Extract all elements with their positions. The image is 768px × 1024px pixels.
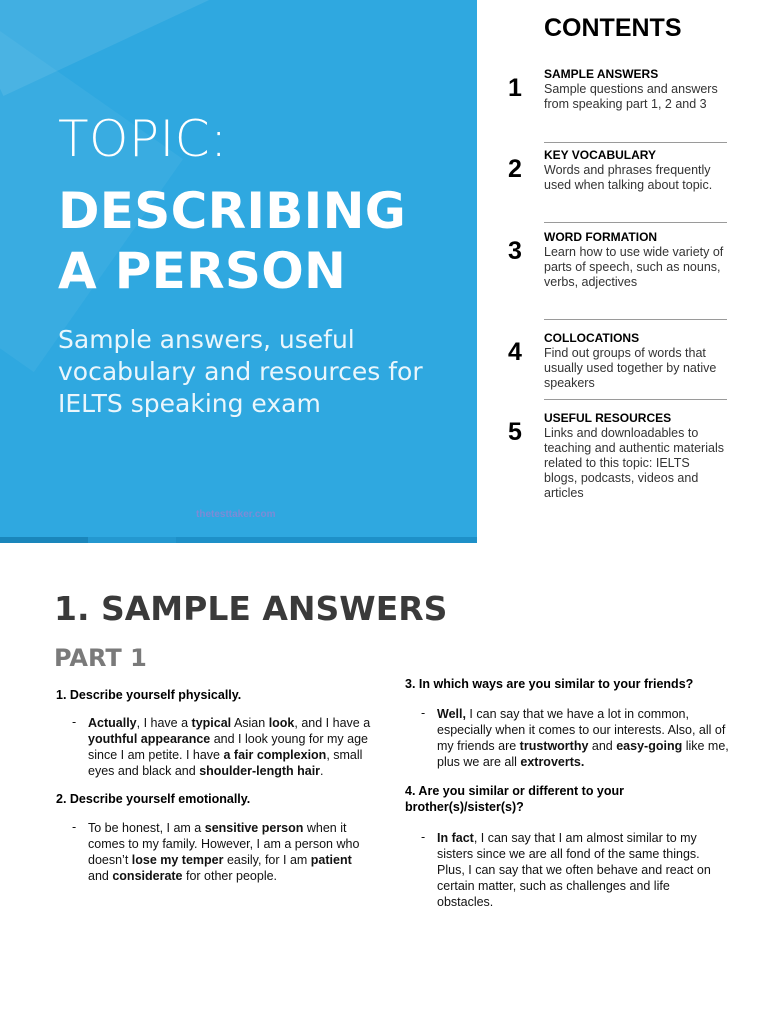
key-phrase: easy-going (616, 739, 683, 753)
key-phrase: extroverts. (520, 755, 585, 769)
answer-text: and I look young for my age since I am petite. I have (88, 732, 368, 762)
question-1: 1. Describe yourself physically. (56, 688, 242, 702)
question-3: 3. In which ways are you similar to your friends? (405, 677, 694, 691)
key-phrase: Actually (88, 716, 137, 730)
question-4: 4. Are you similar or different to your brother(s)/sister(s)? (405, 784, 625, 814)
hero-topic-label: TOPIC: (58, 110, 228, 168)
answer-text: like me, plus we are all (437, 739, 729, 769)
contents-title: CONTENTS (544, 14, 682, 42)
toc-heading: SAMPLE ANSWERS (544, 67, 659, 81)
toc-number: 5 (508, 418, 522, 446)
toc-heading: COLLOCATIONS (544, 331, 640, 345)
hero-title-line2: A PERSON (58, 242, 347, 300)
answer-text: I can say that we have a lot in common, especially when it comes to our interests. Also, all of my friends are (437, 707, 726, 753)
answer-bullet: - (421, 830, 426, 844)
hero-subtitle: Sample answers, useful vocabulary and resources for IELTS speaking exam (58, 325, 423, 418)
answer-3 (437, 706, 735, 770)
toc-description: Find out groups of words that usually used together by native speakers (544, 346, 717, 390)
key-phrase: patient (310, 853, 352, 867)
question-2: 2. Describe yourself emotionally. (56, 792, 251, 806)
answer-2 (88, 820, 372, 884)
toc-divider (544, 399, 727, 400)
key-phrase: typical (191, 716, 232, 730)
toc-number: 1 (508, 74, 522, 102)
answer-bullet: - (72, 715, 77, 729)
answer-text: To be honest, I am a (88, 821, 205, 835)
key-phrase: In fact (437, 831, 474, 845)
answer-text: for other people. (182, 869, 278, 883)
answer-text: , I can say that I am almost similar to my sisters since we are all fond of the same things. Plus, I can say that we often behave and react on certain matter, such as challenges and life obstacles. (437, 831, 711, 909)
key-phrase: look (268, 716, 295, 730)
toc-number: 2 (508, 155, 522, 183)
key-phrase: trustworthy (519, 739, 589, 753)
toc-divider (544, 319, 727, 320)
hero-bottom-bar (0, 537, 477, 543)
key-phrase: lose my temper (131, 853, 224, 867)
answer-text: Asian (231, 716, 269, 730)
toc-number: 3 (508, 237, 522, 265)
toc-description: Links and downloadables to teaching and authentic materials related to this topic: IELTS blogs, podcasts, videos and articles (544, 426, 724, 500)
toc-heading: WORD FORMATION (544, 230, 658, 244)
key-phrase: Well, (437, 707, 466, 721)
key-phrase: shoulder-length hair (199, 764, 321, 778)
part-title: PART 1 (54, 644, 147, 672)
answer-text: , and I have a (294, 716, 371, 730)
answer-bullet: - (421, 706, 426, 720)
key-phrase: considerate (112, 869, 183, 883)
answer-text: easily, for I am (223, 853, 311, 867)
toc-description: Sample questions and answers from speaking part 1, 2 and 3 (544, 82, 718, 111)
key-phrase: sensitive person (204, 821, 304, 835)
answer-text: and (88, 869, 113, 883)
answer-text: , I have a (136, 716, 192, 730)
answer-text: when it comes to my family. However, I am a person who doesn’t (88, 821, 360, 867)
answer-bullet: - (72, 820, 77, 834)
key-phrase: youthful appearance (88, 732, 211, 746)
site-link[interactable]: thetesttaker.com (196, 509, 276, 520)
answer-1 (88, 715, 384, 779)
hero-title-line1: DESCRIBING (58, 182, 407, 240)
answer-4 (437, 830, 727, 910)
toc-divider (544, 142, 727, 143)
toc-description: Words and phrases frequently used when talking about topic. (544, 163, 713, 192)
answer-text: . (320, 764, 324, 778)
answer-text: , small eyes and black and (88, 748, 363, 778)
toc-divider (544, 222, 727, 223)
answer-text: and (588, 739, 617, 753)
key-phrase: a fair complexion (223, 748, 327, 762)
toc-description: Learn how to use wide variety of parts of speech, such as nouns, verbs, adjectives (544, 245, 724, 289)
toc-heading: KEY VOCABULARY (544, 148, 657, 162)
hero-panel (0, 0, 477, 543)
toc-heading: USEFUL RESOURCES (544, 411, 672, 425)
section-title: 1. SAMPLE ANSWERS (54, 589, 448, 628)
toc-number: 4 (508, 338, 522, 366)
